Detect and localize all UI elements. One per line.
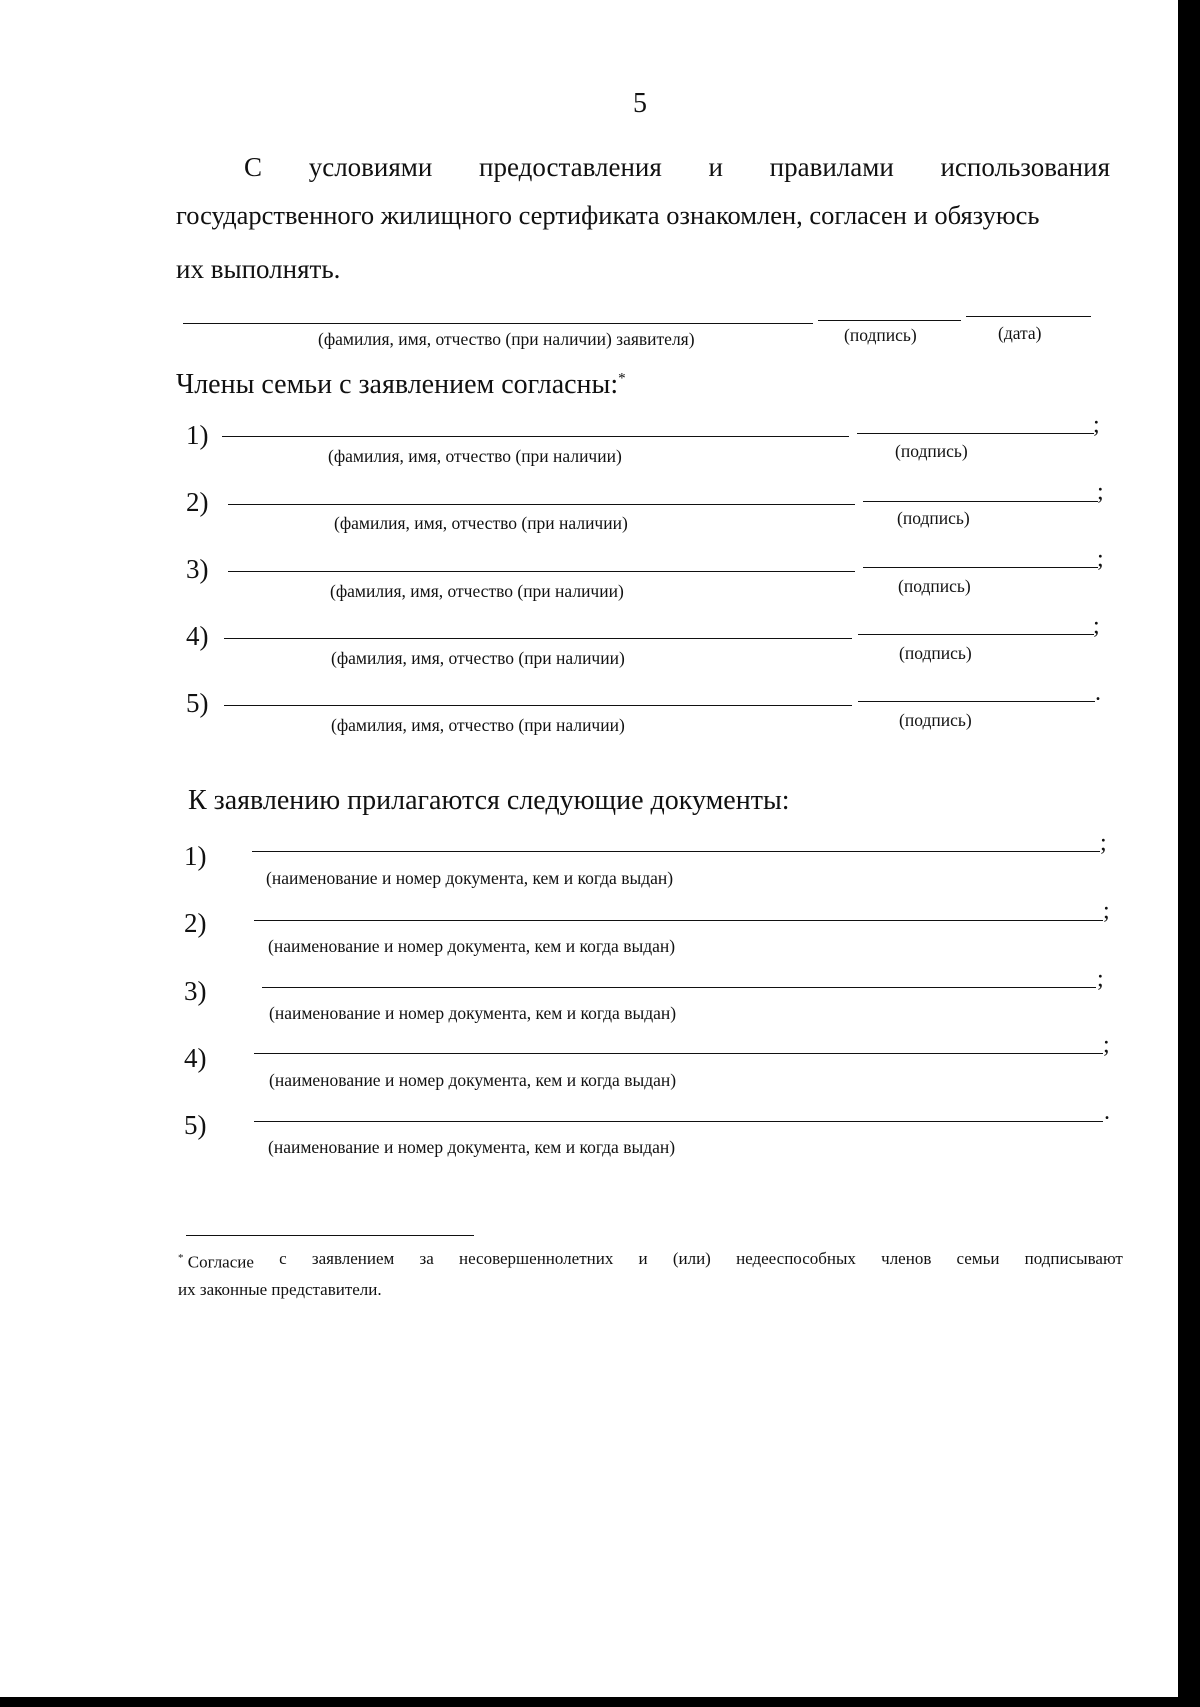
footnote-word: несовершеннолетних	[458, 1249, 614, 1268]
member-signature-caption: (подпись)	[898, 576, 971, 596]
document-end-punct: ;	[1100, 830, 1107, 856]
member-name-caption: (фамилия, имя, отчество (при наличии)	[330, 581, 624, 601]
member-name-line[interactable]	[228, 504, 855, 505]
document-caption: (наименование и номер документа, кем и когда выдан)	[268, 1137, 676, 1157]
document-line[interactable]	[254, 1121, 1103, 1122]
applicant-signature-line[interactable]	[818, 320, 961, 321]
intro-line-2: государственного жилищного сертификата ознакомлен, согласен и обязуюсь	[176, 200, 1040, 230]
member-signature-line[interactable]	[863, 567, 1098, 568]
member-name-line[interactable]	[222, 436, 849, 437]
footnote	[178, 1245, 1123, 1303]
document-caption: (наименование и номер документа, кем и когда выдан)	[268, 936, 676, 956]
applicant-name-line[interactable]	[183, 323, 813, 324]
member-end-punct: ;	[1093, 412, 1100, 438]
document-end-punct: ;	[1103, 898, 1110, 924]
document-number: 2)	[184, 908, 207, 938]
footnote-word: с	[279, 1249, 287, 1268]
document-line[interactable]	[254, 920, 1103, 921]
document-caption: (наименование и номер документа, кем и когда выдан)	[269, 1070, 677, 1090]
member-number: 1)	[186, 420, 209, 450]
intro-word: предоставления	[479, 152, 662, 182]
footnote-word: и	[638, 1249, 648, 1268]
footnote-word: подписывают	[1024, 1249, 1123, 1268]
member-number: 4)	[186, 621, 209, 651]
footnote-mark: *	[178, 1252, 184, 1264]
member-number: 2)	[186, 487, 209, 517]
document-line[interactable]	[262, 987, 1096, 988]
applicant-date-line[interactable]	[966, 316, 1091, 317]
member-name-caption: (фамилия, имя, отчество (при наличии)	[328, 446, 622, 466]
member-name-caption: (фамилия, имя, отчество (при наличии)	[331, 648, 625, 668]
member-name-caption: (фамилия, имя, отчество (при наличии)	[331, 715, 625, 735]
footnote-separator	[186, 1235, 474, 1236]
document-number: 5)	[184, 1110, 207, 1140]
scan-border	[1178, 0, 1200, 1707]
document-number: 3)	[184, 976, 207, 1006]
member-signature-caption: (подпись)	[899, 643, 972, 663]
page-number: 5	[633, 88, 647, 119]
footnote-word: членов	[881, 1249, 932, 1268]
footnote-word: за	[419, 1249, 434, 1268]
footnote-line-2: их законные представители.	[178, 1279, 382, 1299]
intro-line-3: их выполнять.	[176, 254, 341, 284]
footnote-word: семьи	[956, 1249, 1000, 1268]
applicant-date-caption: (дата)	[998, 323, 1042, 343]
member-signature-caption: (подпись)	[895, 441, 968, 461]
member-name-line[interactable]	[228, 571, 855, 572]
member-name-line[interactable]	[224, 638, 852, 639]
document-number: 1)	[184, 841, 207, 871]
document-caption: (наименование и номер документа, кем и когда выдан)	[269, 1003, 677, 1023]
document-line[interactable]	[254, 1053, 1103, 1054]
footnote-mark: *	[618, 370, 626, 387]
member-number: 3)	[186, 554, 209, 584]
intro-line-1	[176, 150, 1110, 184]
document-end-punct: .	[1104, 1099, 1110, 1125]
document-end-punct: ;	[1097, 966, 1104, 992]
footnote-word: (или)	[672, 1249, 711, 1268]
applicant-signature-caption: (подпись)	[844, 325, 917, 345]
member-signature-line[interactable]	[858, 701, 1095, 702]
intro-word: и	[708, 152, 723, 182]
intro-word: условиями	[308, 152, 433, 182]
scan-border	[0, 1697, 1200, 1707]
member-signature-line[interactable]	[858, 634, 1094, 635]
document-caption: (наименование и номер документа, кем и когда выдан)	[266, 868, 674, 888]
footnote-line-1	[178, 1245, 1123, 1276]
family-heading	[176, 369, 626, 401]
member-signature-line[interactable]	[857, 433, 1094, 434]
member-end-punct: ;	[1093, 613, 1100, 639]
footnote-first	[178, 1245, 254, 1276]
document-number: 4)	[184, 1043, 207, 1073]
member-signature-line[interactable]	[863, 501, 1098, 502]
document-line[interactable]	[252, 851, 1100, 852]
member-end-punct: ;	[1097, 546, 1104, 572]
footnote-word: недееспособных	[736, 1249, 856, 1268]
member-end-punct: .	[1095, 680, 1101, 706]
intro-word: С	[244, 152, 263, 182]
applicant-name-caption: (фамилия, имя, отчество (при наличии) заявителя)	[318, 329, 695, 349]
intro-word: правилами	[769, 152, 894, 182]
member-signature-caption: (подпись)	[899, 710, 972, 730]
family-heading-text: Члены семьи с заявлением согласны:	[176, 369, 619, 400]
intro-word: использования	[940, 152, 1110, 182]
member-number: 5)	[186, 688, 209, 718]
member-name-line[interactable]	[224, 705, 852, 706]
documents-heading: К заявлению прилагаются следующие документы:	[188, 785, 790, 816]
member-signature-caption: (подпись)	[897, 508, 970, 528]
document-end-punct: ;	[1103, 1032, 1110, 1058]
member-name-caption: (фамилия, имя, отчество (при наличии)	[334, 513, 628, 533]
footnote-word: заявлением	[311, 1249, 395, 1268]
member-end-punct: ;	[1097, 479, 1104, 505]
footnote-word: Согласие	[187, 1252, 254, 1272]
